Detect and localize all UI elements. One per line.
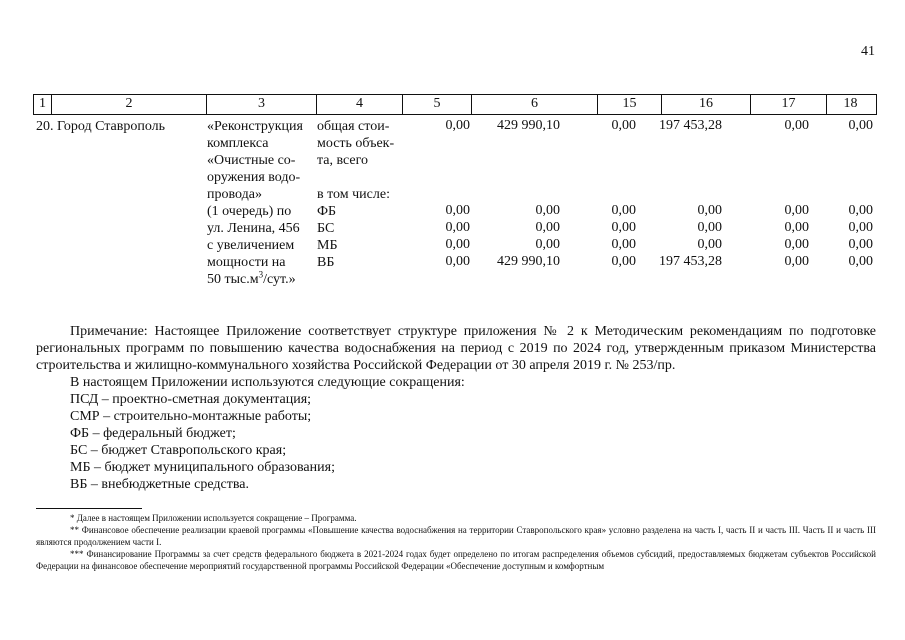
abbreviation-item: ПСД – проектно-сметная документация; [70,392,312,407]
object-description-line: мощности на [207,255,286,270]
object-description-line: «Реконструкция [207,119,303,134]
value-cell: 197 453,28 [659,118,722,133]
value-cell: 0,00 [848,118,873,133]
note-paragraph: Примечание: Настоящее Приложение соответствует структуре приложения № 2 к Методическим рекомендациям по подготовке региональных программ по повышению качества водоснабжения на период с 2019 по 2024 год, утвержденным приказом Министерства строительства и жилищно-коммунального хозяйства Российской Федерации от 30 апреля 2019 г. № 253/пр. [36,324,876,373]
value-cell: 0,00 [784,118,809,133]
footnote: * Далее в настоящем Приложении используется сокращение – Программа. [70,513,357,523]
value-cell: 429 990,10 [497,118,560,133]
header-cell: 16 [662,95,751,114]
value-cell: 0,00 [784,203,809,218]
footnote: ** Финансовое обеспечение реализации краевой программы «Повышение качества водоснабжения на территории Ставропольского края» условно разделена на часть I, часть II и часть III. Часть II и часть III являются продолжением части I. [36,525,876,547]
value-cell: 0,00 [445,254,470,269]
value-cell: 0,00 [697,237,722,252]
footnote-divider [36,508,142,509]
header-cell: 17 [751,95,827,114]
value-cell: 0,00 [784,220,809,235]
value-cell: 0,00 [848,237,873,252]
value-cell: 0,00 [535,203,560,218]
header-cell: 15 [598,95,662,114]
footnotes [36,512,876,572]
value-cell: 0,00 [848,254,873,269]
capacity-text: 50 тыс.м [207,272,259,287]
value-cell: 429 990,10 [497,254,560,269]
value-cell: 0,00 [611,254,636,269]
funding-label [317,169,394,186]
header-cell: 18 [843,96,858,111]
value-cell: 0,00 [611,118,636,133]
note-section [36,323,876,493]
funding-row-mb [0,237,905,254]
funding-label: ФБ [317,204,337,219]
value-cell: 0,00 [445,237,470,252]
value-cell: 0,00 [784,254,809,269]
abbreviations-intro: В настоящем Приложении используются следующие сокращения: [70,375,465,390]
value-cell: 0,00 [445,220,470,235]
totals-row [0,118,905,135]
page-number: 41 [861,44,875,59]
capacity-unit: /сут.» [263,272,296,287]
abbreviation-item: ФБ – федеральный бюджет; [70,426,236,441]
abbreviation-item: СМР – строительно-монтажные работы; [70,409,312,424]
value-cell: 0,00 [445,203,470,218]
header-cell: 4 [317,95,403,114]
value-cell: 0,00 [784,237,809,252]
object-description-line: комплекса [207,136,269,151]
value-cell: 0,00 [697,220,722,235]
header-cell: 1 [34,95,52,114]
abbreviation-item: МБ – бюджет муниципального образования; [70,460,335,475]
value-cell: 0,00 [848,220,873,235]
value-cell: 0,00 [848,203,873,218]
object-description-line: «Очистные со- [207,153,296,168]
value-cell: 0,00 [611,220,636,235]
funding-label: ВБ [317,255,335,270]
object-description-line: ул. Ленина, 456 [207,221,300,236]
abbreviation-item: ВБ – внебюджетные средства. [70,477,249,492]
object-description-line: с увеличением [207,238,295,253]
footnote: *** Финансирование Программы за счет средств федерального бюджета в 2021-2024 годах будет определено по итогам распределения объемов субсидий, предоставляемых бюджетам субъектов Российской Федерации на финансовое обеспечение мероприятий государственной программы Российской Федерации «Обеспечение доступным и комфортным [36,549,876,571]
abbreviation-item: БС – бюджет Ставропольского края; [70,443,287,458]
value-cell: 0,00 [611,203,636,218]
header-cell: 6 [472,95,598,114]
value-cell: 0,00 [697,203,722,218]
funding-label: общая стои- [317,119,390,134]
value-cell: 0,00 [611,237,636,252]
object-description-line: оружения водо- [207,170,301,185]
funding-label: МБ [317,238,338,253]
table-header-row [33,94,877,115]
value-cell: 0,00 [535,220,560,235]
funding-label: в том числе: [317,187,390,202]
funding-label: БС [317,221,335,236]
funding-row-fb [0,203,905,220]
object-description-line: (1 очередь) по [207,204,292,219]
header-cell: 3 [207,95,317,114]
value-cell: 0,00 [445,118,470,133]
funding-label: мость объек- [317,136,395,151]
funding-row-bs [0,220,905,237]
object-description-line [207,271,303,288]
value-cell: 197 453,28 [659,254,722,269]
value-cell: 0,00 [535,237,560,252]
funding-label: та, всего [317,153,369,168]
header-cell: 2 [52,95,207,114]
header-cell: 5 [403,95,472,114]
funding-row-vb [0,254,905,271]
object-description-line: провода» [207,187,262,202]
capacity-superscript: 3 [258,269,264,280]
row-municipality-name: 20. Город Ставрополь [36,119,166,134]
